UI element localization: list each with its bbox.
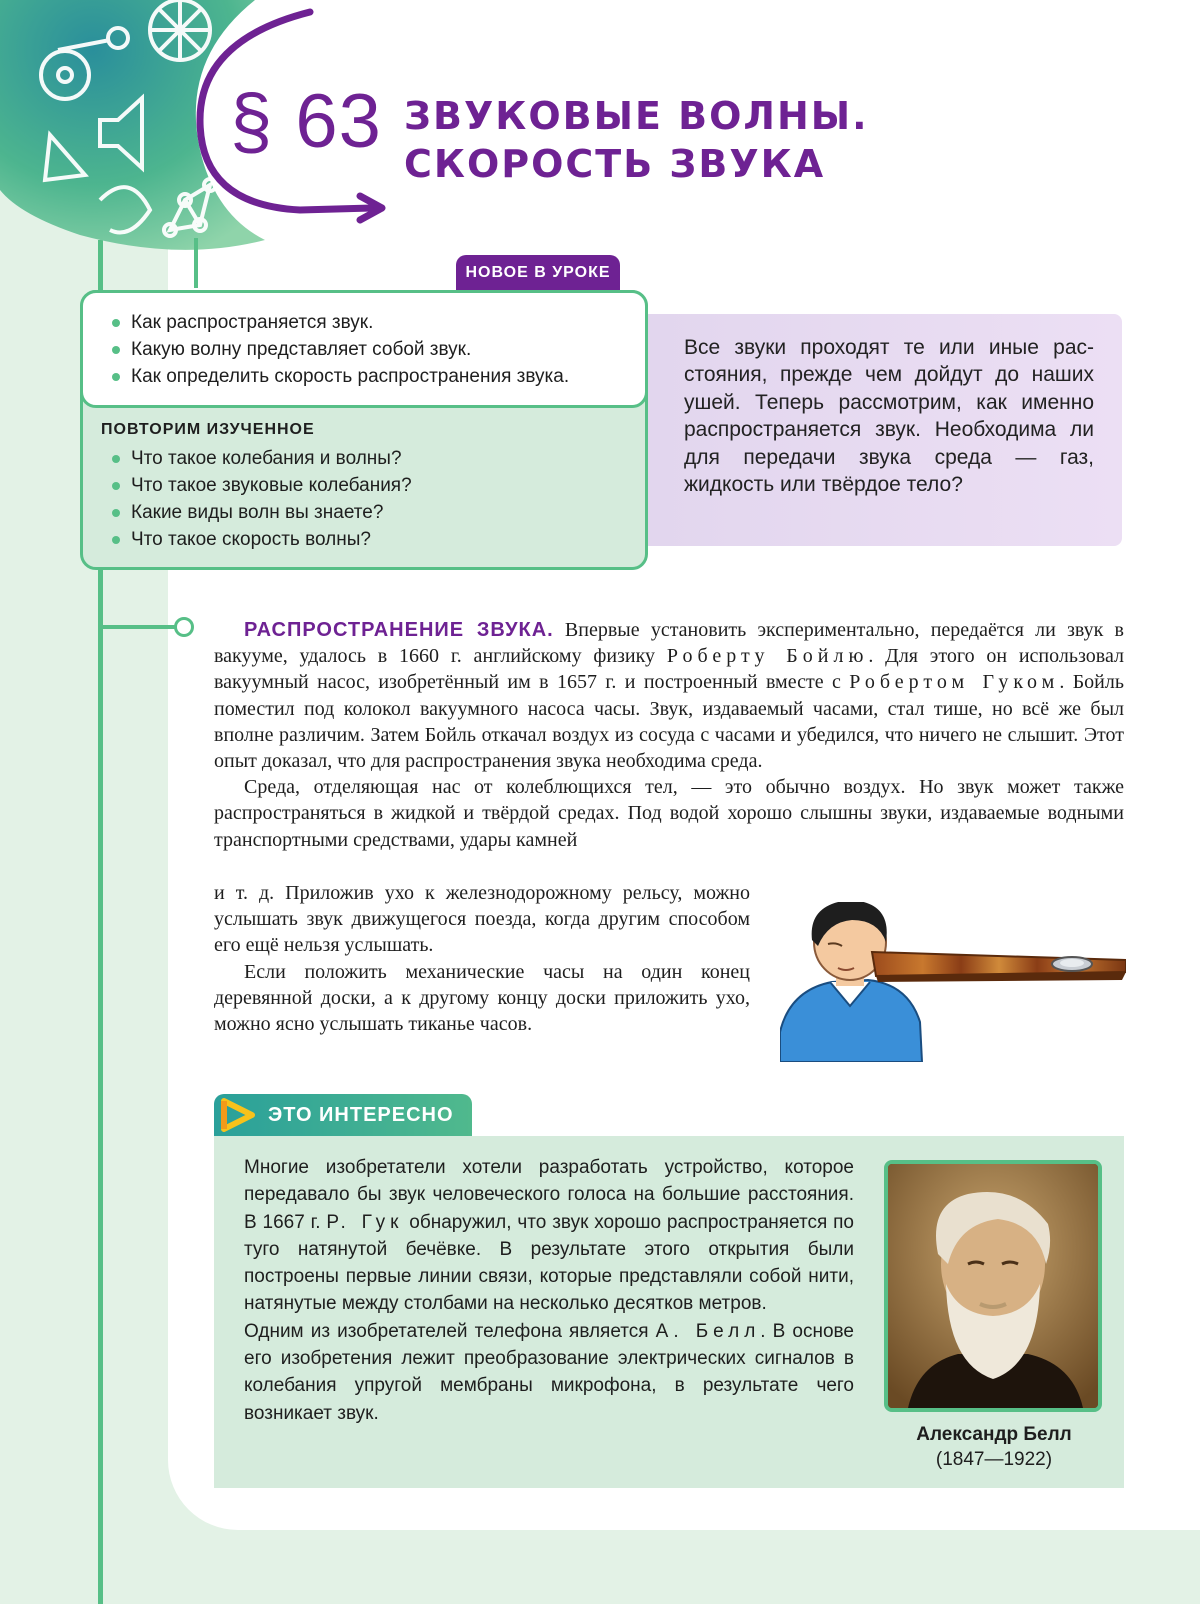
new-in-lesson-box [80,290,648,408]
timeline-node [174,617,194,637]
person-name: Робертом Гуком [849,671,1060,694]
text-run: Многие изобретатели хотели разработать устройство, которое передавало бы звук человеческого голоса на большие расстояния. В 1667 г. [244,1157,854,1233]
list-item: Что такое звуковые колебания? [83,472,412,499]
paragraph: и т. д. Приложив ухо к железнодорожному рельсу, можно услышать звук движущегося поезда, когда другим способом его ещё нельзя услышать. [214,882,750,957]
list-item: Что такое скорость волны? [83,526,412,553]
person-name: Роберту Бойлю [666,645,869,668]
text-run: . Для этого он использовал вакуумный насос, изобретённый им в 1657 г. и построенный вместе с [214,645,1124,694]
body-section-1 [214,617,1124,853]
lesson-overview-box [80,290,648,570]
timeline-branch [100,625,176,629]
text-run: обнаружил, что звук хорошо распространяется по туго натянутой бечёвке. В результате этого открытия были построены первые линии связи, которые представляли собой нити, натянутые между столбами на несколько десятков метров. [244,1211,854,1315]
portrait-photo [884,1160,1102,1412]
paragraph: Среда, отделяющая нас от колеблющихся тел, — это обычно воздух. Но звук может также распространяться в жидкой и твёрдой средах. Под водой хорошо слышны звуки, издаваемые водными транспортными средствами, удары камней [214,776,1124,851]
paragraph: Если положить механические часы на один конец деревянной доски, а к другому концу доски приложить ухо, можно ясно услышать тиканье часов. [214,960,750,1036]
page-title-line1: ЗВУКОВЫЕ ВОЛНЫ. [404,94,869,138]
paragraph [214,617,1124,774]
list-item: Какие виды волн вы знаете? [83,499,412,526]
portrait-caption-name: Александр Белл [916,1424,1072,1445]
paragraph [244,1154,854,1318]
text-run: . В основе его изобретения лежит преобразование электрических сигналов в колебания упругой мембраны микрофона, в результате чего возникает звук. [244,1320,854,1424]
timeline-connector [194,238,198,288]
person-name: А. Белл [655,1320,761,1342]
section-heading: РАСПРОСТРАНЕНИЕ ЗВУКА. [244,619,554,641]
new-in-lesson-list [83,309,645,390]
page-title [404,92,924,188]
boy-with-board-illustration [780,902,1126,1062]
page-title-line2: СКОРОСТЬ ЗВУКА [404,142,826,186]
body-section-2 [214,880,750,1037]
list-item: Какую волну представляет собой звук. [83,336,645,363]
portrait-image [888,1164,1098,1408]
text-run: Впервые установить экспериментально, передаётся ли звук в вакууме, удалось в 1660 г. английскому физику [214,619,1124,668]
portrait-caption-years: (1847—1922) [935,1449,1053,1470]
list-item: Как распространяется звук. [83,309,645,336]
intro-box: Все звуки проходят те или иные расстояния, прежде чем дойдут до наших ушей. Теперь рассмотрим, как именно распространяется звук. Необходима ли для передачи звука среда — газ, жидкость или твёрдое тело? [648,314,1122,546]
interest-text [244,1154,854,1427]
paragraph [244,1318,854,1427]
repeat-title: ПОВТОРИМ ИЗУЧЕННОЕ [101,421,315,438]
list-item: Что такое колебания и волны? [83,445,412,472]
person-name: Р. Гук [326,1211,404,1233]
text-run: Одним из изобретателей телефона является [244,1320,656,1342]
play-logo-icon [218,1098,258,1132]
new-in-lesson-tab: НОВОЕ В УРОКЕ [456,255,620,291]
text-run: . Бойль поместил под колокол вакуумного насоса часы. Звук, издаваемый часами, стал тише, но всё же был вполне различим. Затем Бойль откачал воздух из сосуда с часами и убедился, что ничего не слышит. Этот опыт доказал, что для распространения звука необходима среда. [214,671,1124,773]
interest-label: ЭТО ИНТЕРЕСНО [268,1104,454,1126]
list-item: Как определить скорость распространения звука. [83,363,645,390]
interest-tab [214,1094,472,1136]
repeat-list [83,445,412,553]
section-number: § 63 [230,79,382,164]
